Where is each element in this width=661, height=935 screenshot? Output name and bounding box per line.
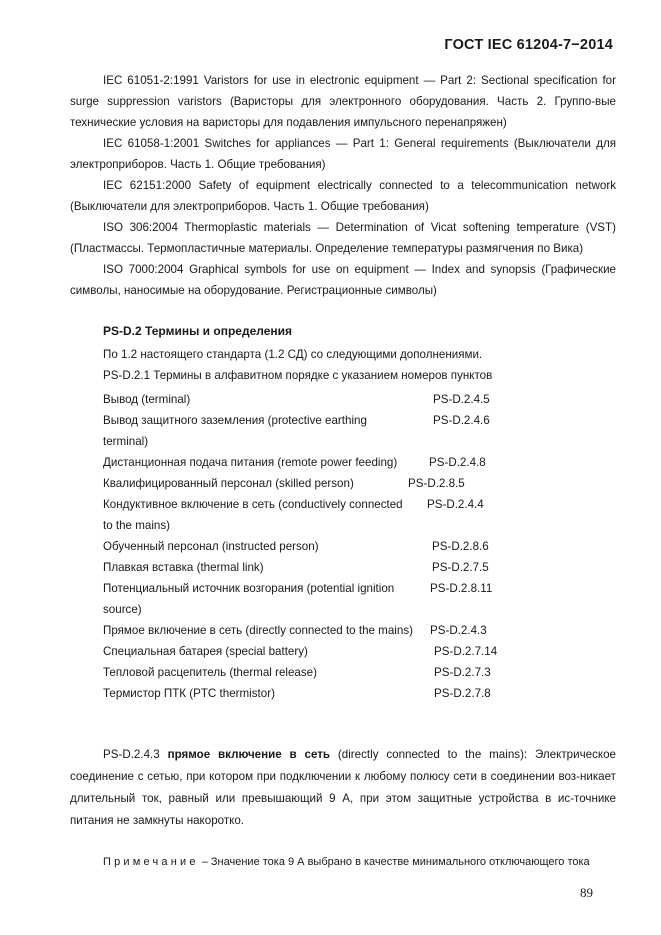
reference-item: ISO 7000:2004 Graphical symbols for use on equipment — Index and synopsis (Графические символы, наносимые на оборудование. Регистрационные символы): [70, 263, 616, 297]
term-name: Потенциальный источник возгорания (potential ignition source): [103, 582, 395, 616]
term-row: [103, 410, 533, 452]
term-clause-ref: PS-D.2.4.6: [433, 414, 490, 427]
term-name: Квалифицированный персонал (skilled person): [103, 477, 354, 490]
definition-number: PS-D.2.4.3: [103, 748, 160, 761]
term-row: [103, 683, 533, 704]
term-name: Термистор ПТК (PTC thermistor): [103, 687, 275, 700]
term-row: [103, 578, 533, 620]
term-name: Кондуктивное включение в сеть (conductively connected to the mains): [103, 498, 403, 532]
term-row: [103, 473, 533, 494]
term-clause-ref: PS-D.2.7.3: [434, 666, 491, 679]
page-number: 89: [580, 885, 593, 900]
term-name: Прямое включение в сеть (directly connected to the mains): [103, 624, 413, 637]
term-clause-ref: PS-D.2.4.5: [433, 393, 490, 406]
reference-item: IEC 61058-1:2001 Switches for appliances — Part 1: General requirements (Выключатели для электроприборов. Часть 1. Общие требования): [70, 137, 616, 171]
term-row: [103, 389, 533, 410]
term-clause-ref: PS-D.2.4.3: [430, 624, 487, 637]
term-clause-ref: PS-D.2.7.8: [434, 687, 491, 700]
term-name: Дистанционная подача питания (remote power feeding): [103, 456, 398, 469]
term-clause-ref: PS-D.2.8.11: [430, 582, 493, 595]
term-clause-ref: PS-D.2.7.14: [434, 645, 498, 658]
note-label: Примечание: [103, 856, 199, 868]
terms-index-list: [103, 389, 533, 704]
term-row: [103, 536, 533, 557]
term-clause-ref: PS-D.2.8.6: [432, 540, 489, 553]
term-name: Тепловой расцепитель (thermal release): [103, 666, 317, 679]
term-clause-ref: PS-D.2.4.4: [427, 498, 484, 511]
term-name: Плавкая вставка (thermal link): [103, 561, 264, 574]
term-name: Обученный персонал (instructed person): [103, 540, 319, 553]
term-row: [103, 494, 533, 536]
note-text: – Значение тока 9 А выбрано в качестве минимального отключающего тока: [201, 856, 590, 868]
note: [103, 856, 590, 868]
term-name: Вывод защитного заземления (protective earthing terminal): [103, 414, 367, 448]
term-clause-ref: PS-D.2.8.5: [408, 477, 465, 490]
term-name: Специальная батарея (special battery): [103, 645, 308, 658]
definition-paragraph: [70, 744, 616, 832]
section-heading: PS-D.2 Термины и определения: [103, 324, 293, 338]
term-clause-ref: PS-D.2.7.5: [432, 561, 489, 574]
reference-item: IEC 62151:2000 Safety of equipment electrically connected to a telecommunication network (Выключатели для электроприборов. Часть 1. Общие требования): [70, 179, 616, 213]
term-row: [103, 641, 533, 662]
definition-term: прямое включение в сеть: [167, 748, 331, 761]
term-clause-ref: PS-D.2.4.8: [429, 456, 486, 469]
term-row: [103, 620, 533, 641]
reference-item: IEC 61051-2:1991 Varistors for use in electronic equipment — Part 2: Sectional specification for surge suppression varistors (Варисторы для электронного оборудования. Часть 2. Группо-вые технические условия на варисторы для подавления импульсного перенапряжен): [70, 74, 616, 129]
definition-text: (directly connected to the mains): Электрическое соединение с сетью, при котором при подключении к любому полюсу сети в соединении воз-никает длительный ток, равный или превышающий 9 А, при этом защитные устройства в ис-точнике питания не замкнуты накоротко.: [70, 748, 616, 827]
definition-block: [70, 744, 616, 832]
term-row: [103, 662, 533, 683]
terms-subheading: PS-D.2.1 Термины в алфавитном порядке с указанием номеров пунктов: [103, 369, 493, 382]
term-row: [103, 452, 533, 473]
document-header-title: ГОСТ IEC 61204-7−2014: [444, 37, 613, 53]
reference-item: ISO 306:2004 Thermoplastic materials — Determination of Vicat softening temperature (VST) (Пластмассы. Термопластичные материалы. Определение температуры размягчения по Вика): [70, 221, 616, 255]
term-name: Вывод (terminal): [103, 393, 191, 406]
section-intro: По 1.2 настоящего стандарта (1.2 СД) со следующими дополнениями.: [103, 348, 483, 361]
term-row: [103, 557, 533, 578]
normative-references: [70, 70, 616, 301]
